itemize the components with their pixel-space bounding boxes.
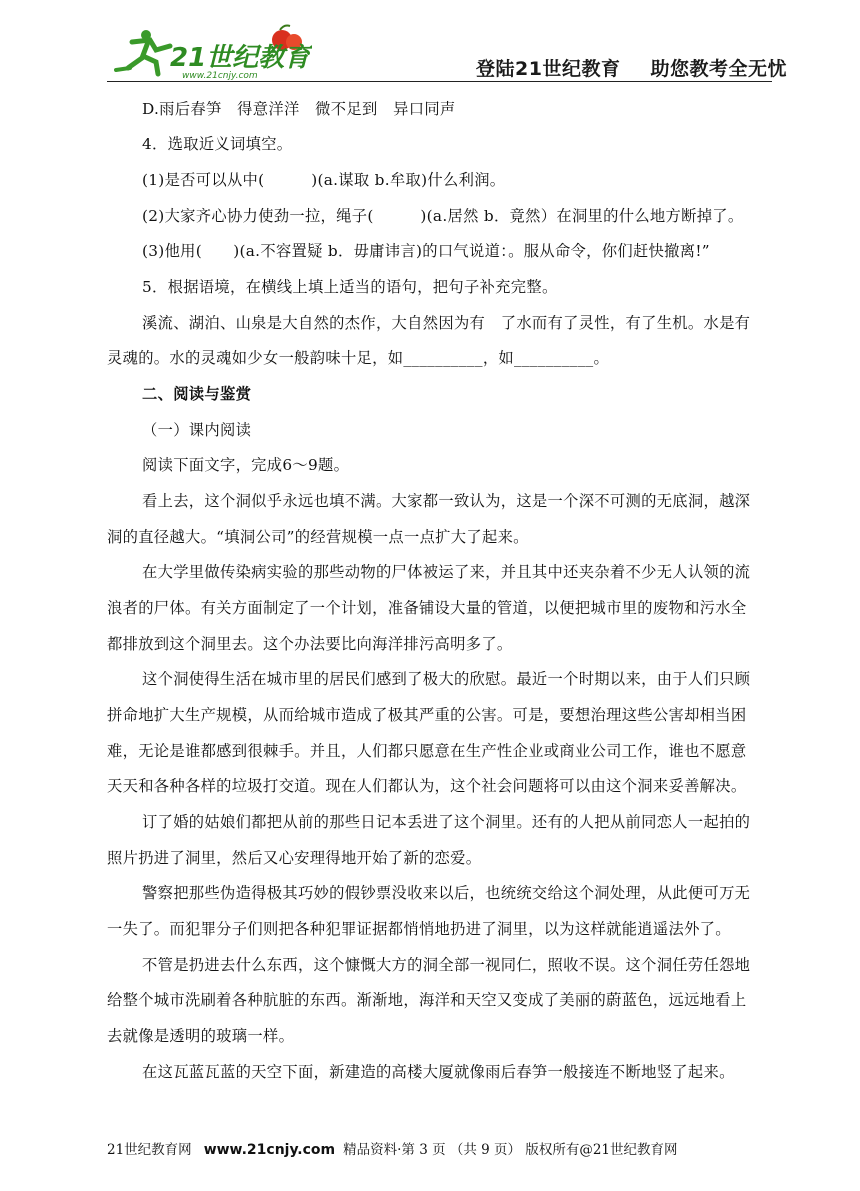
running-figure-icon (116, 30, 170, 74)
slogan-left: 登陆21世纪教育 (476, 58, 621, 80)
passage-line: 洞的直径越大。“填洞公司”的经营规模一点一点扩大了起来。 (107, 528, 529, 546)
passage-line: 这个洞使得生活在城市里的居民们感到了极大的欣慰。最近一个时期以来，由于人们只顾 (142, 670, 751, 688)
header-slogan (476, 54, 787, 81)
passage-line: 天天和各种各样的垃圾打交道。现在人们都认为，这个社会问题将可以由这个洞来妥善解决。 (107, 777, 747, 795)
question-5-title: 5．根据语境，在横线上填上适当的语句，把句子补充完整。 (142, 278, 558, 296)
passage-line: 不管是扔进去什么东西，这个慷慨大方的洞全部一视同仁，照收不误。这个洞任劳任怨地 (142, 956, 751, 974)
question-4-item-2: (2)大家齐心协力使劲一拉，绳子( )(a.居然 b．竟然）在洞里的什么地方断掉了。 (142, 207, 744, 225)
logo-21cnjy (112, 20, 312, 80)
option-d-line: D.雨后春笋 得意洋洋 微不足到 异口同声 (142, 100, 456, 118)
page-footer (107, 1138, 777, 1158)
passage-line: 看上去，这个洞似乎永远也填不满。大家都一致认为，这是一个深不可测的无底洞，越深 (142, 492, 751, 510)
logo-url: www.21cnjy.com (182, 71, 258, 80)
passage-line: 都排放到这个洞里去。这个办法要比向海洋排污高明多了。 (107, 635, 513, 653)
footer-right: 精品资料·第 3 页 （共 9 页） 版权所有@21世纪教育网 (343, 1142, 678, 1158)
passage-line: 订了婚的姑娘们都把从前的那些日记本丢进了这个洞里。还有的人把从前同恋人一起拍的 (142, 813, 751, 831)
question-4-item-1: (1)是否可以从中( )(a.谋取 b.牟取)什么利润。 (142, 171, 506, 189)
passage-line: 警察把那些伪造得极其巧妙的假钞票没收来以后，也统统交给这个洞处理，从此便可万无 (142, 884, 751, 902)
passage-line: 在大学里做传染病实验的那些动物的尸体被运了来，并且其中还夹杂着不少无人认领的流 (142, 563, 751, 581)
passage-line: 拼命地扩大生产规模，从而给城市造成了极其严重的公害。可是，要想治理这些公害却相当困 (107, 706, 747, 724)
reading-instruction: 阅读下面文字，完成6～9题。 (142, 456, 350, 474)
passage-line: 难，无论是谁都感到很棘手。并且，人们都只愿意在生产性企业或商业公司工作，谁也不愿意 (107, 742, 747, 760)
passage-line: 一失了。而犯罪分子们则把各种犯罪证据都悄悄地扔进了洞里，以为这样就能逍遥法外了。 (107, 920, 731, 938)
passage-line: 给整个城市洗刷着各种肮脏的东西。渐渐地，海洋和天空又变成了美丽的蔚蓝色，远远地看上 (107, 991, 747, 1009)
footer-left: 21世纪教育网 (107, 1142, 192, 1158)
logo-text: 21世纪教育 (170, 43, 311, 73)
passage-line: 浪者的尸体。有关方面制定了一个计划，准备铺设大量的管道，以便把城市里的废物和污水全 (107, 599, 747, 617)
page-header (0, 0, 860, 90)
section-heading: 二、阅读与鉴赏 (142, 385, 252, 403)
passage-line: 在这瓦蓝瓦蓝的天空下面，新建造的高楼大厦就像雨后春笋一般接连不断地竖了起来。 (142, 1063, 735, 1081)
slogan-right: 助您教考全无忧 (650, 58, 787, 80)
header-rule (107, 81, 772, 82)
footer-site-link[interactable]: www.21cnjy.com (203, 1142, 336, 1158)
passage-line: 照片扔进了洞里，然后又心安理得地开始了新的恋爱。 (107, 849, 482, 867)
question-5-text-2: 灵魂的。水的灵魂如少女一般韵味十足，如__________，如__________。 (107, 349, 610, 367)
question-4-title: 4．选取近义词填空。 (142, 135, 293, 153)
subsection-heading: （一）课内阅读 (142, 421, 252, 439)
passage-line: 去就像是透明的玻璃一样。 (107, 1027, 295, 1045)
question-5-text-1: 溪流、湖泊、山泉是大自然的杰作，大自然因为有 了水而有了灵性，有了生机。水是有 (142, 314, 751, 332)
question-4-item-3: (3)他用( )(a.不容置疑 b．毋庸讳言)的口气说道：。服从命令，你们赶快撤离!” (142, 242, 710, 260)
